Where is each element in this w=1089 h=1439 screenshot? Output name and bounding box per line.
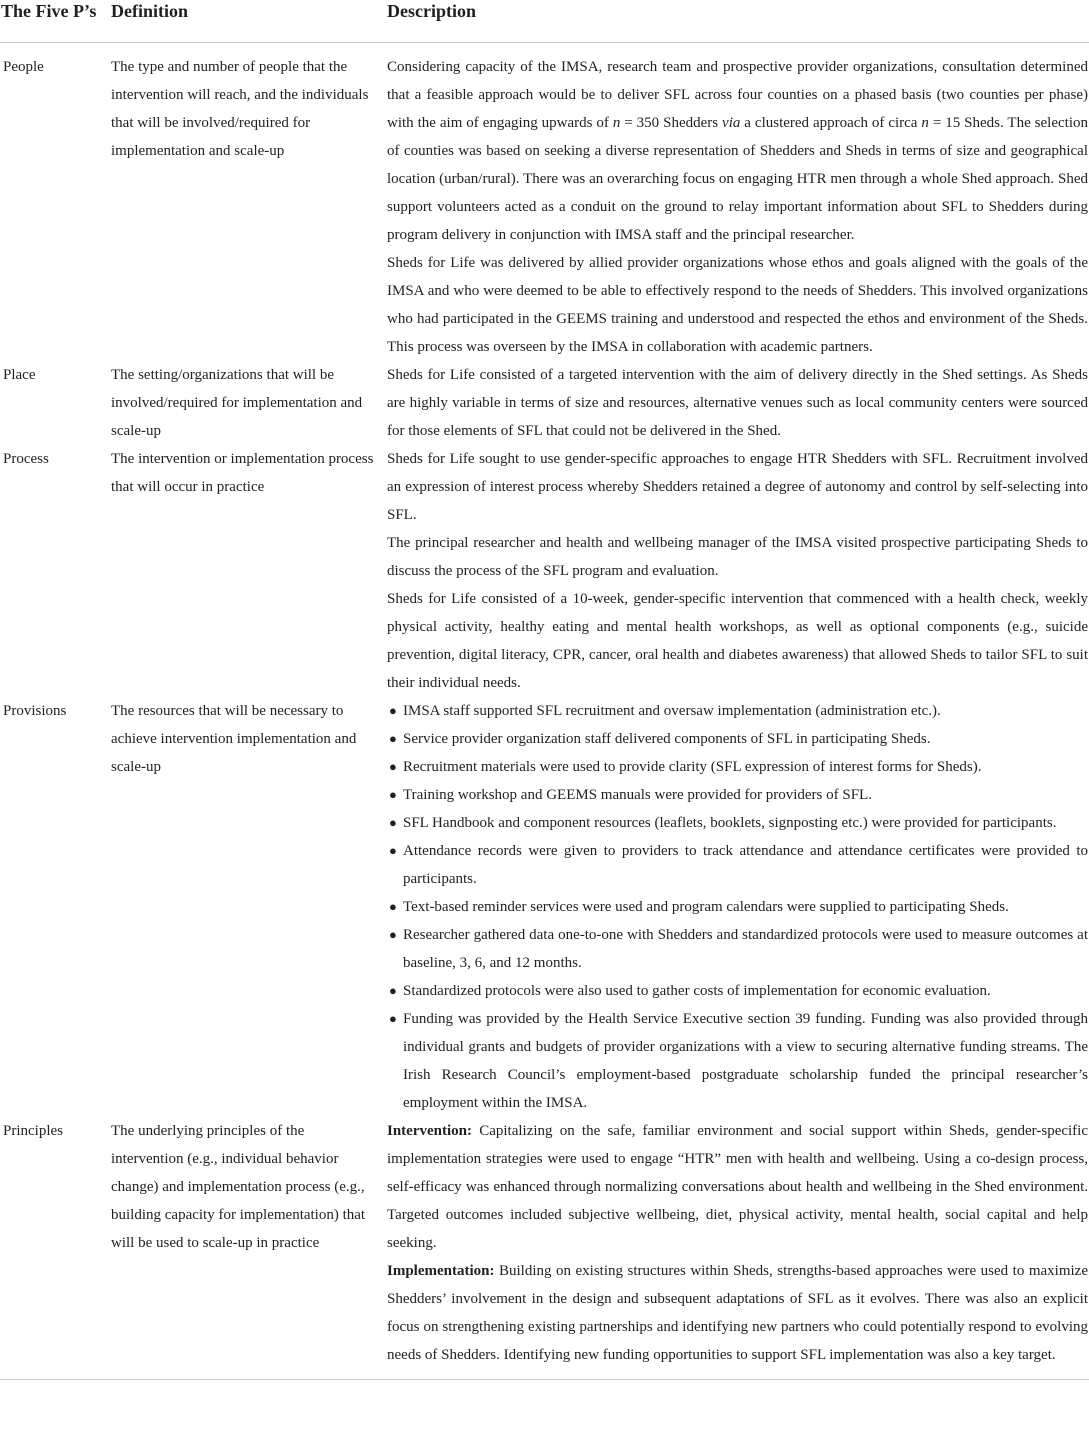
header-five-ps: The Five P’s bbox=[0, 0, 108, 43]
intervention-label: Intervention: bbox=[387, 1123, 472, 1139]
intervention-text: Capitalizing on the safe, familiar environment and social support within Sheds, gender-specific implementation strategies were used to engage “HTR” men with health and wellbeing. Using a co-design process, self-efficacy was enhanced through normalizing conversations about health and wellbeing in the Shed environment. Targeted outcomes included subjective wellbeing, diet, physical activity, mental health, social capital and help seeking. bbox=[387, 1123, 1088, 1251]
row-description-principles bbox=[384, 1117, 1089, 1380]
row-name-provisions: Provisions bbox=[3, 703, 67, 719]
row-definition-place: The setting/organizations that will be involved/required for implementation and scale-up bbox=[111, 367, 363, 439]
row-description-place bbox=[384, 361, 1089, 445]
list-item bbox=[387, 753, 1088, 781]
row-name-place: Place bbox=[3, 367, 36, 383]
header-definition: Definition bbox=[108, 0, 384, 43]
process-paragraph-3: Sheds for Life consisted of a 10-week, gender-specific intervention that commenced with a health check, weekly physical activity, healthy eating and mental health workshops, as well as optional components (e.g., suicide prevention, digital literacy, CPR, cancer, oral health and diabetes awareness) that allowed Sheds to tailor SFL to suit their individual needs. bbox=[387, 591, 1088, 691]
list-item-text: Researcher gathered data one-to-one with Shedders and standardized protocols were used to measure outcomes at baseline, 3, 6, and 12 months. bbox=[403, 927, 1088, 971]
row-definition-principles: The underlying principles of the intervention (e.g., individual behavior change) and implementation process (e.g., building capacity for implementation) that will be used to scale-up in practice bbox=[108, 1117, 384, 1380]
people-paragraph-1 bbox=[387, 53, 1088, 249]
header-row bbox=[0, 0, 1089, 43]
row-description-people bbox=[384, 43, 1089, 362]
people-paragraph-2: Sheds for Life was delivered by allied provider organizations whose ethos and goals aligned with the goals of the IMSA and who were deemed to be able to effectively respond to the needs of Shedders. This involved organizations who had participated in the GEEMS training and understood and respected the ethos and environment of the Sheds. This process was overseen by the IMSA in collaboration with academic partners. bbox=[387, 255, 1088, 355]
row-definition-provisions: The resources that will be necessary to achieve intervention implementation and scale-up bbox=[111, 703, 357, 775]
process-paragraph-2: The principal researcher and health and wellbeing manager of the IMSA visited prospective participating Sheds to discuss the process of the SFL program and evaluation. bbox=[387, 535, 1088, 579]
list-item-text: Standardized protocols were also used to gather costs of implementation for economic evaluation. bbox=[403, 983, 991, 999]
principles-paragraph-implementation bbox=[387, 1257, 1088, 1369]
bullet-icon: ● bbox=[389, 731, 397, 746]
list-item-text: Funding was provided by the Health Service Executive section 39 funding. Funding was also provided through individual grants and budgets of provider organizations with a view to securing alternative funding streams. The Irish Research Council’s employment-based postgraduate scholarship funded the principal researcher’s employment within the IMSA. bbox=[403, 1011, 1088, 1111]
table-header bbox=[0, 0, 1089, 43]
list-item-text: Attendance records were given to providers to track attendance and attendance certificates were provided to participants. bbox=[403, 843, 1088, 887]
people-text-d: = 15 Sheds. The selection of counties was based on seeking a diverse representation of Shedders and Sheds in terms of size and geographical location (urban/rural). There was an overarching focus on engaging HTR men through a whole Shed approach. Shed support volunteers acted as a conduit on the ground to relay important information about SFL to Shedders during program delivery in conjunction with IMSA staff and the principal researcher. bbox=[387, 115, 1088, 243]
bullet-icon: ● bbox=[389, 759, 397, 774]
list-item bbox=[387, 781, 1088, 809]
header-description: Description bbox=[384, 0, 1089, 43]
bullet-icon: ● bbox=[389, 927, 397, 942]
table-row-people bbox=[0, 43, 1089, 362]
row-definition-people: The type and number of people that the intervention will reach, and the individuals that will be involved/required for implementation and scale-up bbox=[111, 59, 369, 159]
bullet-icon: ● bbox=[389, 983, 397, 998]
process-paragraph-1: Sheds for Life sought to use gender-specific approaches to engage HTR Shedders with SFL. Recruitment involved an expression of interest process whereby Shedders retained a degree of autonomy and control by self-selecting into SFL. bbox=[387, 451, 1088, 523]
list-item bbox=[387, 893, 1088, 921]
list-item bbox=[387, 809, 1088, 837]
people-text-a: Considering capacity of the IMSA, research team and prospective provider organizations, consultation determined that a feasible approach would be to deliver SFL across four counties on a phased basis (two counties per phase) with the aim of engaging upwards of bbox=[387, 59, 1088, 131]
people-n-var-2: n bbox=[921, 115, 929, 131]
row-name-principles: Principles bbox=[0, 1117, 108, 1380]
list-item-text: IMSA staff supported SFL recruitment and oversaw implementation (administration etc.). bbox=[403, 703, 941, 719]
implementation-text: Building on existing structures within Sheds, strengths-based approaches were used to maximize Shedders’ involvement in the design and subsequent adaptations of SFL as it evolves. There was also an explicit focus on strengthening existing partnerships and identifying new partners who could potentially respond to evolving needs of Shedders. Identifying new funding opportunities to support SFL implementation was also a key target. bbox=[387, 1263, 1088, 1363]
table-row-provisions bbox=[0, 697, 1089, 1117]
bullet-icon: ● bbox=[389, 899, 397, 914]
table-row-principles bbox=[0, 1117, 1089, 1380]
people-text-b: = 350 Shedders bbox=[620, 115, 723, 131]
list-item bbox=[387, 697, 1088, 725]
list-item bbox=[387, 725, 1088, 753]
people-via: via bbox=[722, 115, 741, 131]
implementation-label: Implementation: bbox=[387, 1263, 495, 1279]
row-definition-process: The intervention or implementation process that will occur in practice bbox=[111, 451, 374, 495]
list-item bbox=[387, 1005, 1088, 1117]
bullet-icon: ● bbox=[389, 843, 397, 858]
list-item-text: Training workshop and GEEMS manuals were provided for providers of SFL. bbox=[403, 787, 872, 803]
list-item bbox=[387, 837, 1088, 893]
table-row-process bbox=[0, 445, 1089, 697]
list-item-text: Text-based reminder services were used and program calendars were supplied to participating Sheds. bbox=[403, 899, 1009, 915]
list-item bbox=[387, 921, 1088, 977]
list-item-text: Recruitment materials were used to provide clarity (SFL expression of interest forms for Sheds). bbox=[403, 759, 982, 775]
row-name-people: People bbox=[3, 59, 44, 75]
people-n-var-1: n bbox=[612, 115, 621, 131]
table-row-place bbox=[0, 361, 1089, 445]
list-item-text: SFL Handbook and component resources (leaflets, booklets, signposting etc.) were provided for participants. bbox=[403, 815, 1057, 831]
principles-paragraph-intervention bbox=[387, 1117, 1088, 1257]
place-paragraph-1: Sheds for Life consisted of a targeted intervention with the aim of delivery directly in the Shed settings. As Sheds are highly variable in terms of size and resources, alternative venues such as local community centers were sourced for those elements of SFL that could not be delivered in the Shed. bbox=[387, 367, 1088, 439]
row-description-process bbox=[384, 445, 1089, 697]
row-description-provisions bbox=[384, 697, 1089, 1117]
bullet-icon: ● bbox=[389, 787, 397, 802]
list-item-text: Service provider organization staff delivered components of SFL in participating Sheds. bbox=[403, 731, 931, 747]
bullet-icon: ● bbox=[389, 815, 397, 830]
bullet-icon: ● bbox=[389, 1011, 397, 1026]
table-body bbox=[0, 43, 1089, 1380]
provisions-bullet-list bbox=[387, 697, 1088, 1117]
bullet-icon: ● bbox=[389, 703, 397, 718]
people-text-c: a clustered approach of circa bbox=[740, 115, 922, 131]
row-name-process: Process bbox=[3, 451, 49, 467]
list-item bbox=[387, 977, 1088, 1005]
